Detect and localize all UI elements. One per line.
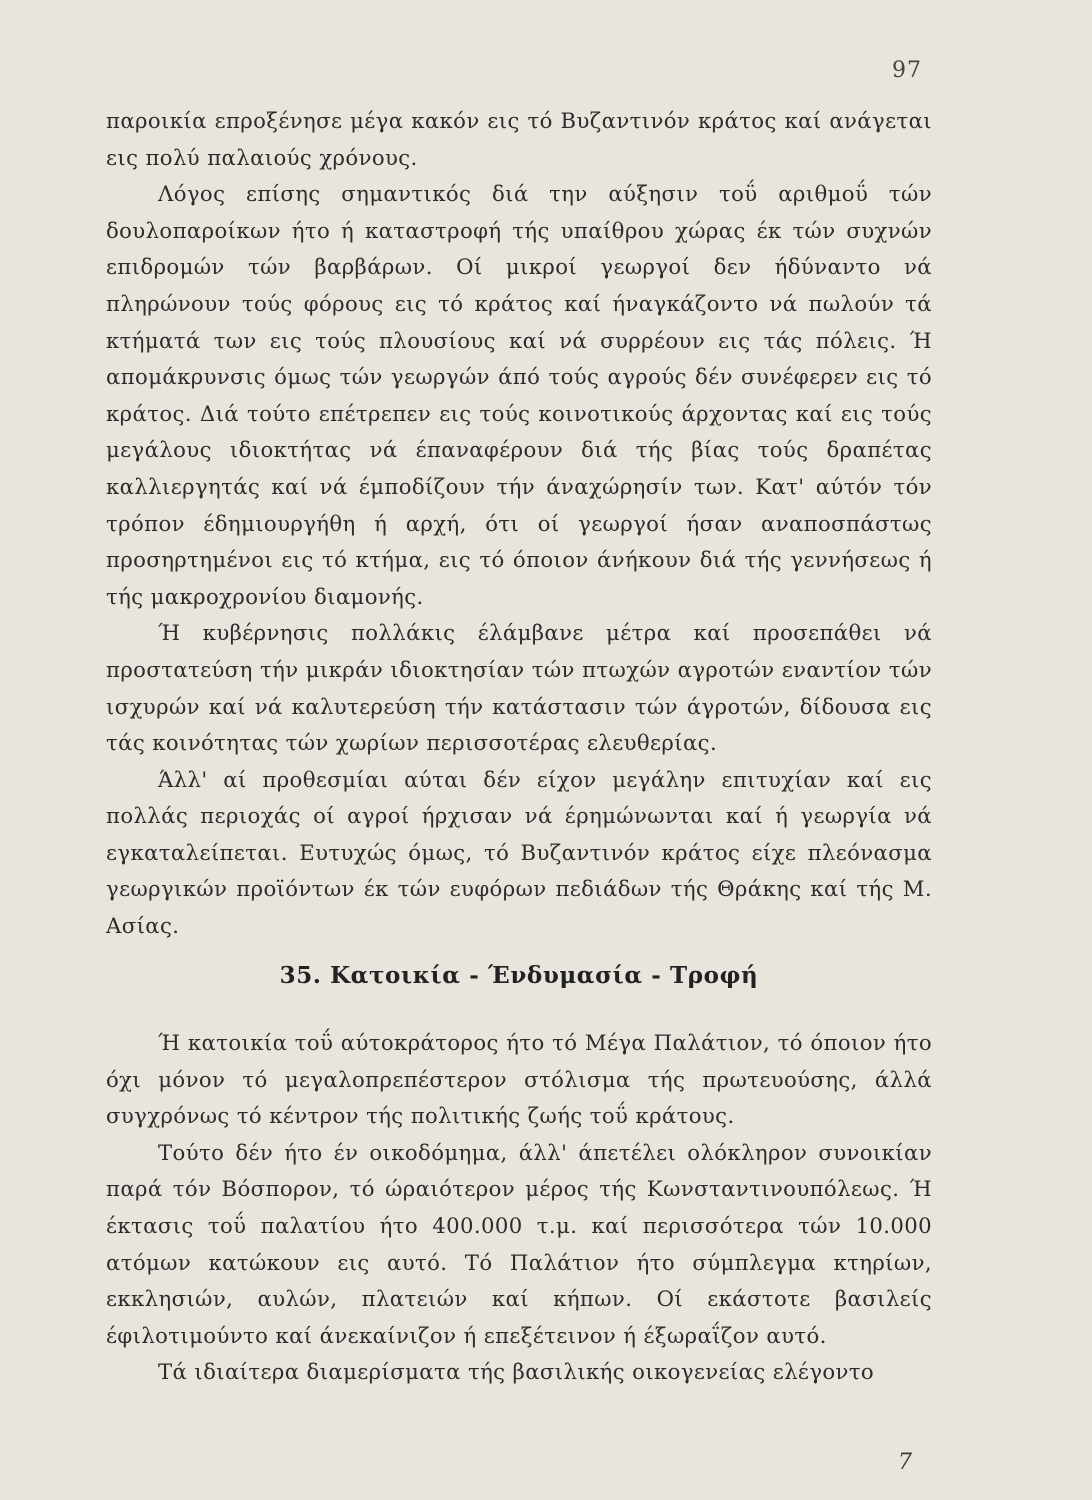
- paragraph-government-measures: Ή κυβέρνησις πολλάκις έλάμβανε μέτρα καί προσεπάθει νά προστατεύση τήν μικράν ιδιοκτησίαν τών πτωχών αγροτών εναντίον τών ισχυρών καί νά καλυτερεύση τήν κατάστασιν τών άγροτών, δίδουσα εις τάς κοινότητας τών χωρίων περισσοτέρας ελευθερίας.: [106, 620, 932, 756]
- paragraph-royal-apartments: Τά ιδιαίτερα διαμερίσματα τής βασιλικής οικογενείας ελέγοντο: [158, 1359, 875, 1385]
- paragraph-agriculture-surplus: Άλλ' αί προθεσμίαι αύται δέν είχον μεγάλην επιτυχίαν καί εις πολλάς περιοχάς οί αγροί ήρχισαν νά έρημώνωνται καί ή γεωργία νά εγκαταλείπεται. Ευτυχώς όμως, τό Βυζαντινόν κράτος είχε πλεόνασμα γεωργικών προϊόντων έκ τών ευφόρων πεδιάδων τής Θράκης καί τής Μ. Ασίας.: [106, 766, 932, 939]
- paragraph-palace-complex: Τούτο δέν ήτο έν οικοδόμημα, άλλ' άπετέλει ολόκληρον συνοικίαν παρά τόν Βόσπορον, τό ώραιότερον μέρος τής Κωνσταντινουπόλεως. Ή έκτασις τοΰ παλατίου ήτο 400.000 τ.μ. καί περισσότερα τών 10.000 ατόμων κατώκουν εις αυτό. Τό Παλάτιον ήτο σύμπλεγμα κτηρίων, εκκλησιών, αυλών, πλατειών καί κήπων. Οί εκάστοτε βασιλείς έφιλοτιμούντο καί άνεκαίνιζον ή επεξέτεινον ή έξωραΐζον αυτό.: [106, 1139, 932, 1348]
- section-heading: 35. Κατοικία - Ένδυμασία - Τροφή: [279, 962, 759, 989]
- signature-mark: 7: [898, 1450, 912, 1475]
- paragraph-continued: παροικία επροξένησε μέγα κακόν εις τό Βυζαντινόν κράτος καί ανάγεται εις πολύ παλαιούς χρόνους.: [106, 108, 932, 170]
- page-number: 97: [892, 58, 922, 83]
- paragraph-great-palace: Ή κατοικία τοΰ αύτοκράτορος ήτο τό Μέγα Παλάτιον, τό όποιον ήτο όχι μόνον τό μεγαλοπρεπέστερον στόλισμα τής πρωτευούσης, άλλά συγχρόνως τό κέντρον τής πολιτικής ζωής τοΰ κράτους.: [106, 1030, 932, 1129]
- section-2-text: [106, 1025, 932, 1391]
- section-1-text: [106, 103, 932, 945]
- paragraph-serfdom-causes: Λόγος επίσης σημαντικός διά την αύξησιν τοΰ αριθμοΰ τών δουλοπαροίκων ήτο ή καταστροφή τής υπαίθρου χώρας έκ τών συχνών επιδρομών τών βαρβάρων. Οί μικροί γεωργοί δεν ήδύναντο νά πληρώνουν τούς φόρους εις τό κράτος καί ήναγκάζοντο νά πωλούν τά κτήματά των εις τούς πλουσίους καί νά συρρέουν εις τάς πόλεις. Ή απομάκρυνσις όμως τών γεωργών άπό τούς αγρούς δέν συνέφερεν εις τό κράτος. Διά τούτο επέτρεπεν εις τούς κοινοτικούς άρχοντας καί εις τούς μεγάλους ιδιοκτήτας νά έπαναφέρουν διά τής βίας τούς δραπέτας καλλιεργητάς καί νά έμποδίζουν τήν άναχώρησίν των. Κατ' αύτόν τόν τρόπον έδημιουργήθη ή αρχή, ότι οί γεωργοί ήσαν αναποσπάστως προσηρτημένοι εις τό κτήμα, εις τό όποιον άνήκουν διά τής γεννήσεως ή τής μακροχρονίου διαμονής.: [106, 181, 932, 609]
